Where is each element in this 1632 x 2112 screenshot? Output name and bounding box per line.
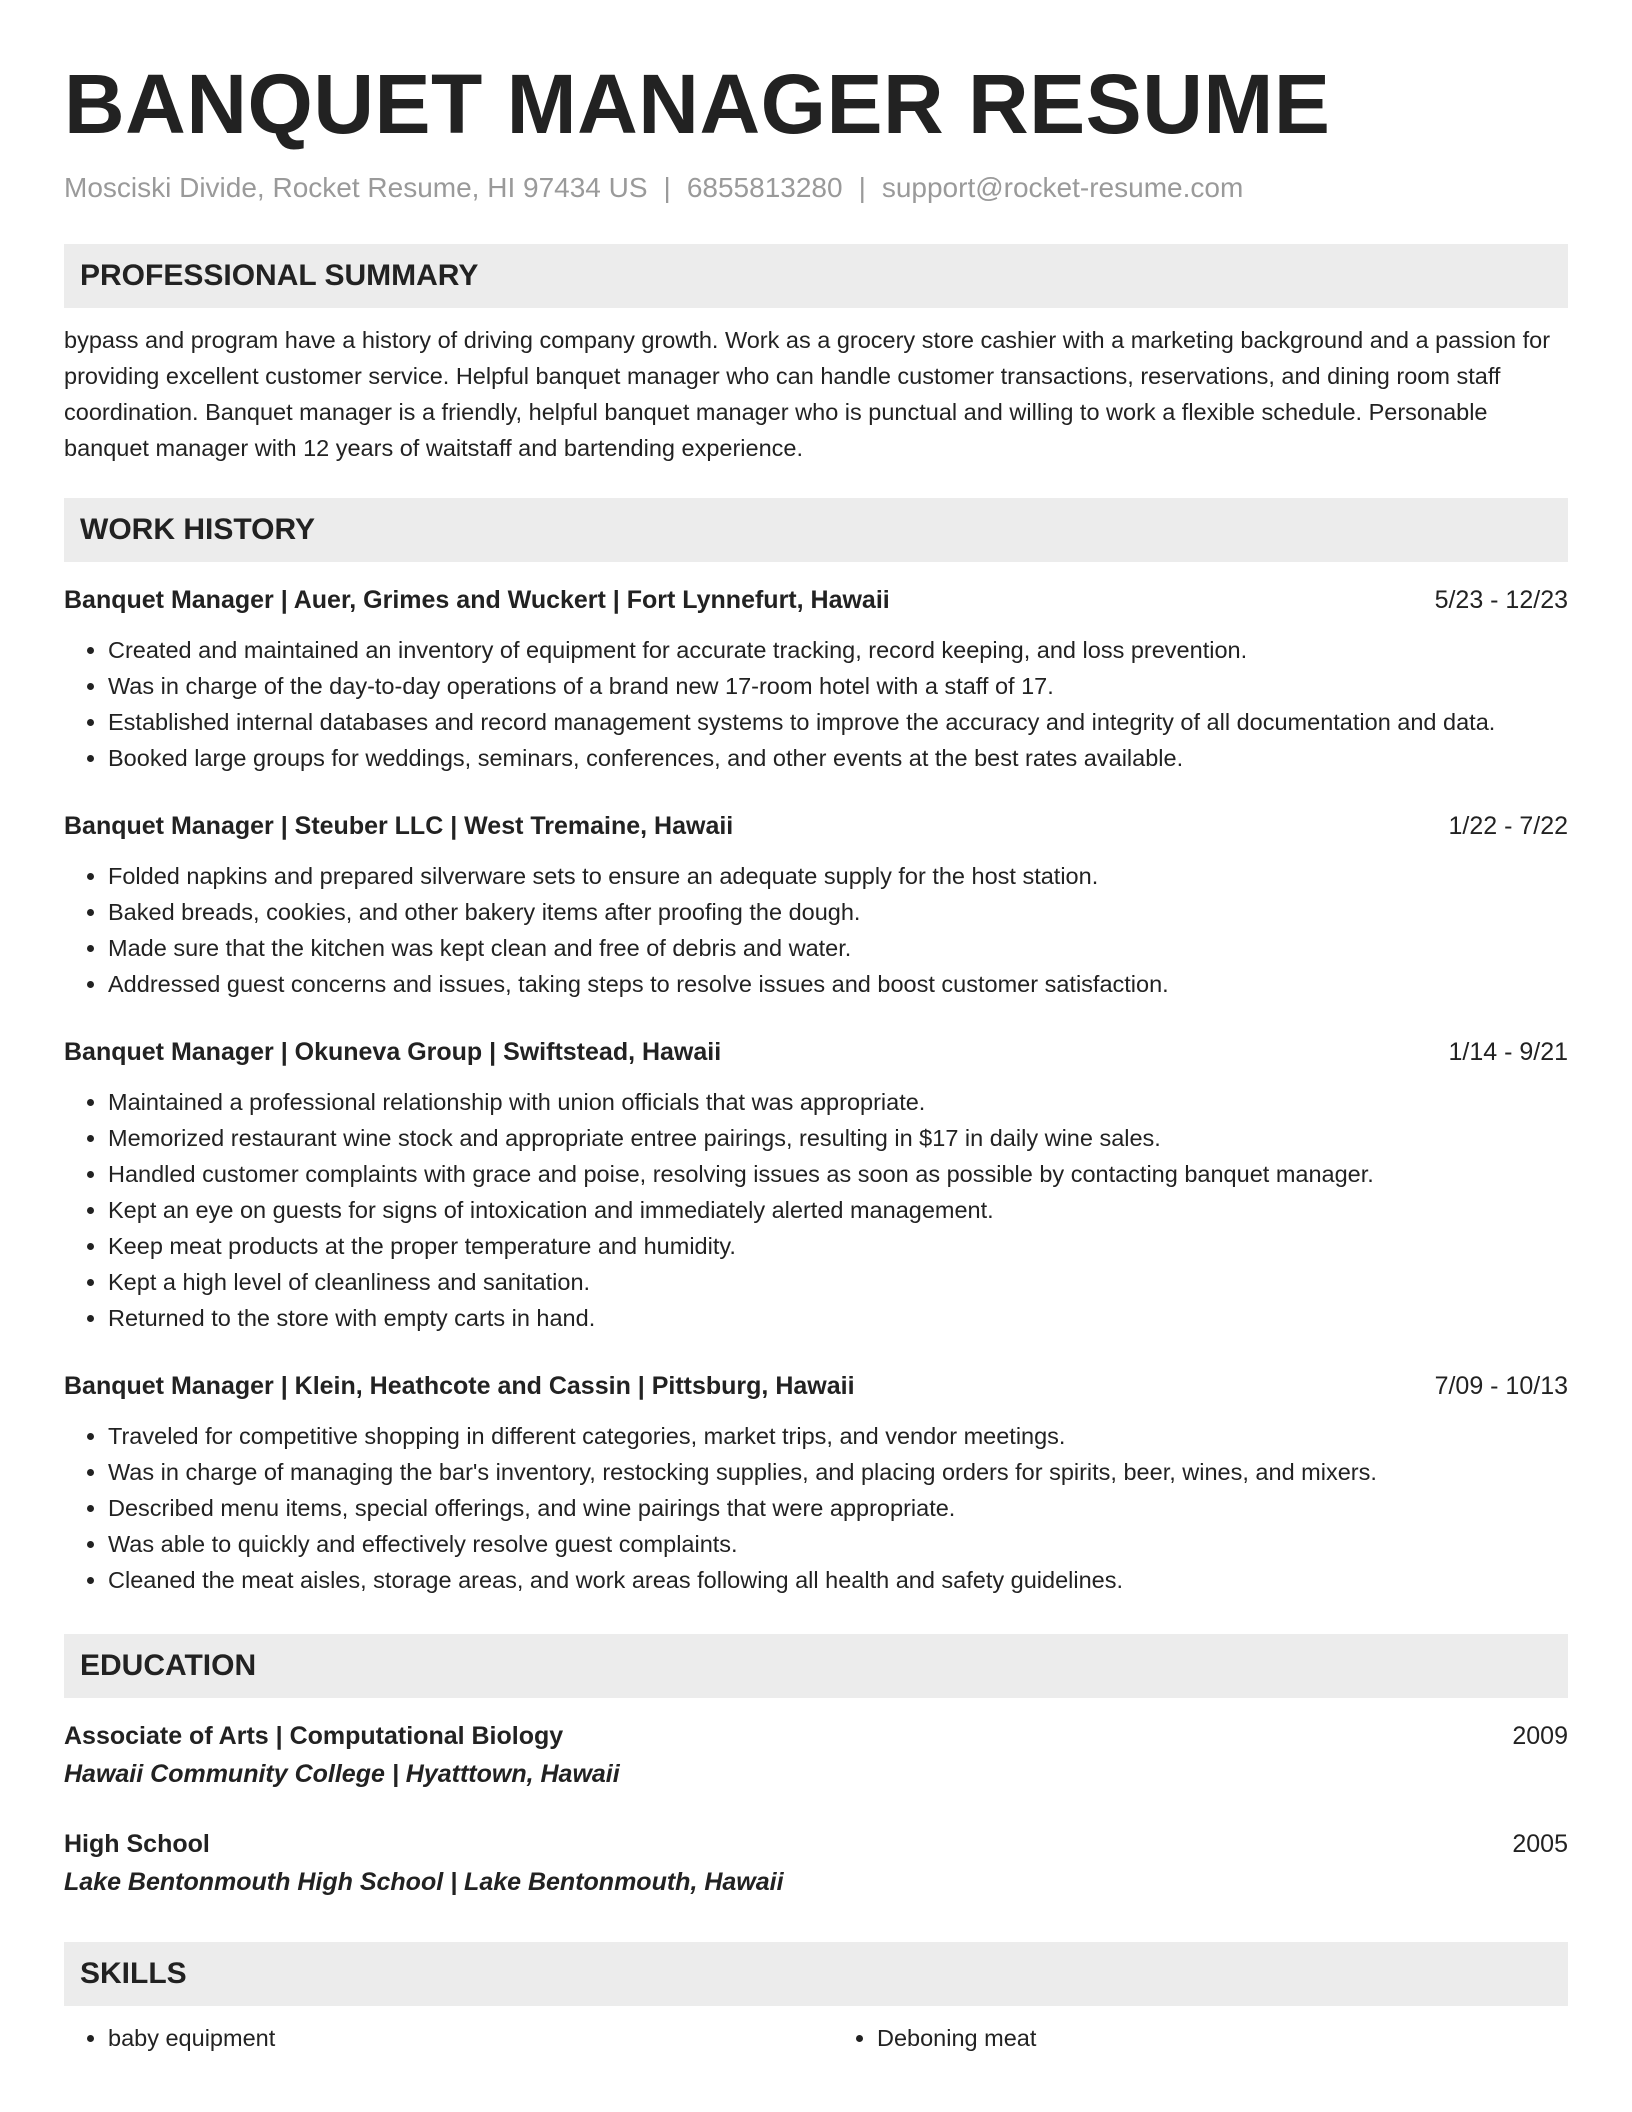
job-bullet: • Was able to quickly and effectively resolve guest complaints. xyxy=(108,1526,1568,1562)
education-header xyxy=(64,1826,1568,1862)
job-bullet: • Maintained a professional relationship with union officials that was appropriate. xyxy=(108,1084,1568,1120)
job-title: Banquet Manager | Klein, Heathcote and Cassin | Pittsburg, Hawaii xyxy=(64,1372,855,1400)
job-dates: 7/09 - 10/13 xyxy=(1434,1372,1568,1400)
job-title: Banquet Manager | Auer, Grimes and Wuckert | Fort Lynnefurt, Hawaii xyxy=(64,586,890,614)
skills-column-left xyxy=(64,2020,799,2056)
contact-address: Mosciski Divide, Rocket Resume, HI 97434 US xyxy=(64,172,648,203)
job-bullets xyxy=(64,632,1568,776)
job-bullet: • Kept a high level of cleanliness and sanitation. xyxy=(108,1264,1568,1300)
education-year: 2005 xyxy=(1512,1830,1568,1858)
summary-section xyxy=(64,244,1568,466)
contact-email: support@rocket-resume.com xyxy=(881,172,1244,203)
job-bullet: • Returned to the store with empty carts in hand. xyxy=(108,1300,1568,1336)
contact-line xyxy=(64,170,1568,206)
job-bullet: • Cleaned the meat aisles, storage areas, and work areas following all health and safety guidelines. xyxy=(108,1562,1568,1598)
job-bullet: • Made sure that the kitchen was kept clean and free of debris and water. xyxy=(108,930,1568,966)
contact-phone: 6855813280 xyxy=(686,172,843,203)
education-school: Hawaii Community College | Hyatttown, Hawaii xyxy=(64,1760,620,1788)
education-entry xyxy=(64,1826,1568,1902)
job-dates: 1/22 - 7/22 xyxy=(1448,812,1568,840)
job-bullet: • Addressed guest concerns and issues, taking steps to resolve issues and boost customer satisfaction. xyxy=(108,966,1568,1002)
job-dates: 1/14 - 9/21 xyxy=(1448,1038,1568,1066)
job-bullets xyxy=(64,1418,1568,1598)
education-degree: High School xyxy=(64,1830,210,1858)
job-bullet: • Booked large groups for weddings, seminars, conferences, and other events at the best rates available. xyxy=(108,740,1568,776)
skill-item: • baby equipment xyxy=(108,2020,799,2056)
skill-item: • Deboning meat xyxy=(877,2020,1568,2056)
contact-separator: | xyxy=(663,172,671,203)
job-bullet: • Kept an eye on guests for signs of intoxication and immediately alerted management. xyxy=(108,1192,1568,1228)
education-section xyxy=(64,1634,1568,1902)
job-bullet: • Baked breads, cookies, and other bakery items after proofing the dough. xyxy=(108,894,1568,930)
job-bullets xyxy=(64,1084,1568,1336)
job-bullets xyxy=(64,858,1568,1002)
job-bullet: • Was in charge of managing the bar's inventory, restocking supplies, and placing orders for spirits, beer, wines, and mixers. xyxy=(108,1454,1568,1490)
education-degree: Associate of Arts | Computational Biology xyxy=(64,1722,564,1750)
summary-heading: PROFESSIONAL SUMMARY xyxy=(64,244,1568,308)
job-bullet: • Established internal databases and record management systems to improve the accuracy and integrity of all documentation and data. xyxy=(108,704,1568,740)
job-bullet: • Described menu items, special offerings, and wine pairings that were appropriate. xyxy=(108,1490,1568,1526)
contact-separator: | xyxy=(858,172,866,203)
job-bullet: • Traveled for competitive shopping in different categories, market trips, and vendor meetings. xyxy=(108,1418,1568,1454)
job-entry xyxy=(64,808,1568,1002)
skills-column-right xyxy=(799,2020,1568,2056)
education-school: Lake Bentonmouth High School | Lake Bentonmouth, Hawaii xyxy=(64,1868,784,1896)
job-dates: 5/23 - 12/23 xyxy=(1434,586,1568,614)
skills-columns xyxy=(64,2020,1568,2056)
skills-section xyxy=(64,1942,1568,2056)
job-header xyxy=(64,1034,1568,1070)
summary-text: bypass and program have a history of driving company growth. Work as a grocery store cashier with a marketing background and a passion for providing excellent customer service. Helpful banquet manager who can handle customer transactions, reservations, and dining room staff coordination. Banquet manager is a friendly, helpful banquet manager who is punctual and willing to work a flexible schedule. Personable banquet manager with 12 years of waitstaff and bartending experience. xyxy=(64,327,1551,461)
work-history-heading: WORK HISTORY xyxy=(64,498,1568,562)
job-title: Banquet Manager | Steuber LLC | West Tremaine, Hawaii xyxy=(64,812,734,840)
skills-heading: SKILLS xyxy=(64,1942,1568,2006)
education-entry xyxy=(64,1718,1568,1794)
job-bullet: • Keep meat products at the proper temperature and humidity. xyxy=(108,1228,1568,1264)
job-header xyxy=(64,1368,1568,1404)
work-history-section xyxy=(64,498,1568,1598)
job-entry xyxy=(64,1368,1568,1598)
job-bullet: • Handled customer complaints with grace and poise, resolving issues as soon as possible by contacting banquet manager. xyxy=(108,1156,1568,1192)
job-bullet: • Created and maintained an inventory of equipment for accurate tracking, record keeping, and loss prevention. xyxy=(108,632,1568,668)
job-title: Banquet Manager | Okuneva Group | Swiftstead, Hawaii xyxy=(64,1038,722,1066)
job-entry xyxy=(64,582,1568,776)
job-bullet: • Memorized restaurant wine stock and appropriate entree pairings, resulting in $17 in daily wine sales. xyxy=(108,1120,1568,1156)
job-header xyxy=(64,582,1568,618)
education-heading: EDUCATION xyxy=(64,1634,1568,1698)
job-bullet: • Folded napkins and prepared silverware sets to ensure an adequate supply for the host station. xyxy=(108,858,1568,894)
job-bullet: • Was in charge of the day-to-day operations of a brand new 17-room hotel with a staff of 17. xyxy=(108,668,1568,704)
education-header xyxy=(64,1718,1568,1754)
job-header xyxy=(64,808,1568,844)
education-year: 2009 xyxy=(1512,1722,1568,1750)
resume-page xyxy=(64,56,1568,2056)
resume-title: BANQUET MANAGER RESUME xyxy=(64,57,1331,151)
job-entry xyxy=(64,1034,1568,1336)
